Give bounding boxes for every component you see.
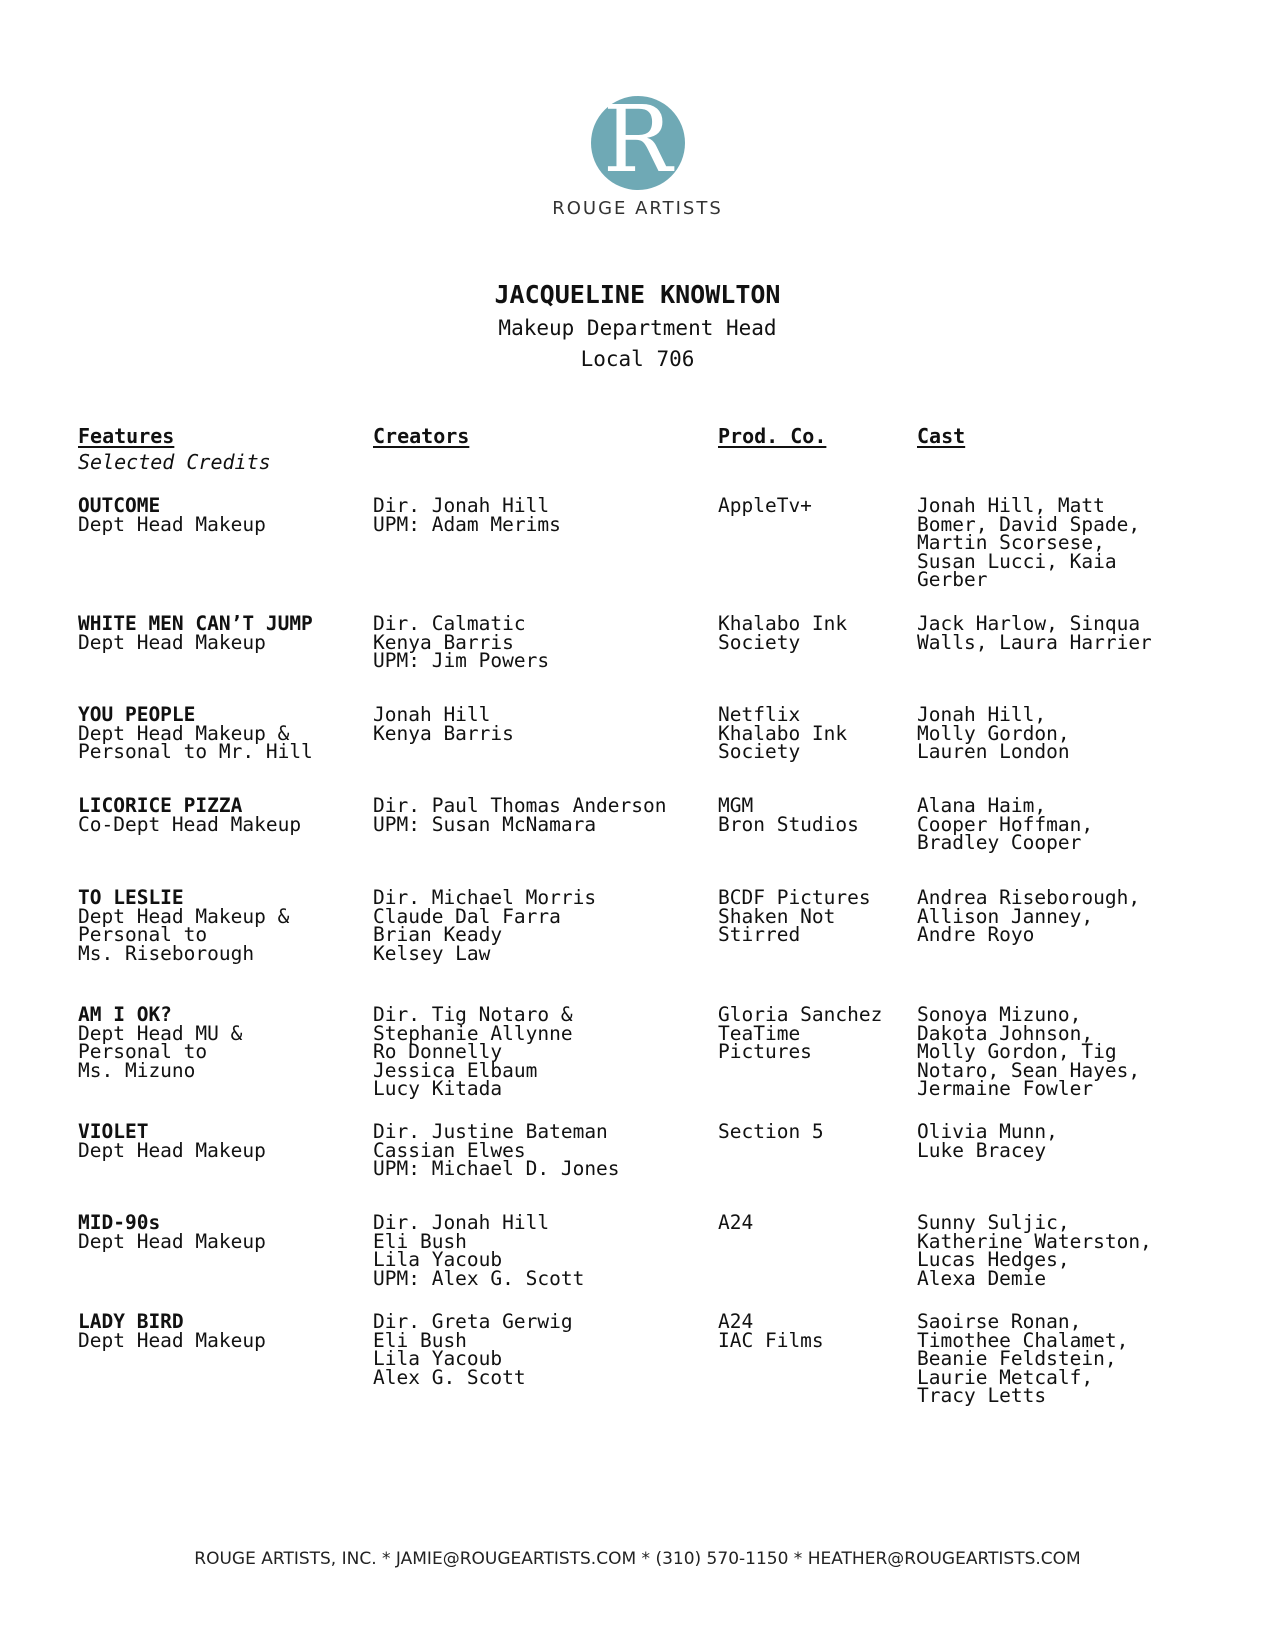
credit-cast: Walls, Laura Harrier	[917, 630, 1152, 654]
credit-role: Ms. Mizuno	[78, 1058, 196, 1082]
credit-cast-cell	[917, 1211, 1152, 1290]
column-header-creators: Creators	[373, 424, 470, 448]
credit-creators-cell	[373, 1003, 573, 1101]
credit-cast: Jonah Hill, Matt	[917, 494, 1105, 517]
credit-role: Dept Head Makeup	[78, 1229, 266, 1253]
credit-creators-cell	[373, 612, 550, 673]
credit-role: Ms. Riseborough	[78, 941, 255, 965]
credit-title: OUTCOME	[78, 494, 161, 517]
credit-prodco-cell	[718, 1211, 754, 1234]
credit-cast-cell	[917, 886, 1141, 947]
credit-cast: Sunny Suljic,	[917, 1211, 1070, 1234]
credit-creator: Dir. Tig Notaro &	[373, 1003, 573, 1026]
credit-feature-cell	[78, 1003, 243, 1082]
credit-role: Dept Head Makeup	[78, 512, 266, 536]
credit-cast: Bradley Cooper	[917, 831, 1082, 855]
column-header-prodco: Prod. Co.	[718, 424, 827, 448]
credit-cast-cell	[917, 1120, 1058, 1162]
credit-cast-cell	[917, 1003, 1141, 1101]
selected-credits-label: Selected Credits	[78, 450, 271, 474]
credit-cast: Lucas Hedges,	[917, 1248, 1070, 1272]
credit-prodco: Society	[718, 740, 801, 764]
credit-prodco-cell	[718, 886, 871, 947]
credit-prodco: Section 5	[718, 1120, 824, 1143]
credit-feature-cell	[78, 794, 302, 836]
credit-prodco: BCDF Pictures	[718, 886, 871, 909]
credit-cast-cell	[917, 794, 1094, 855]
credit-cast: Martin Scorsese,	[917, 531, 1105, 555]
credit-cast: Notaro, Sean Hayes,	[917, 1058, 1141, 1082]
credit-creators-cell	[373, 1211, 585, 1290]
credit-cast: Laurie Metcalf,	[917, 1365, 1094, 1389]
credit-feature-cell	[78, 1310, 266, 1352]
credit-cast: Luke Bracey	[917, 1138, 1047, 1162]
credit-cast: Katherine Waterston,	[917, 1229, 1152, 1253]
credit-prodco: Khalabo Ink	[718, 612, 848, 635]
credit-creator: Kenya Barris	[373, 630, 514, 654]
credit-title: WHITE MEN CAN’T JUMP	[78, 612, 313, 635]
credit-creator: Dir. Jonah Hill	[373, 494, 550, 517]
credit-creator: UPM: Michael D. Jones	[373, 1157, 620, 1181]
credit-creator: UPM: Susan McNamara	[373, 812, 597, 836]
logo-badge	[591, 86, 685, 193]
credit-creator: Dir. Greta Gerwig	[373, 1310, 573, 1333]
credit-prodco: A24	[718, 1211, 754, 1234]
credit-creator: Alex G. Scott	[373, 1365, 526, 1389]
credit-creator: Lila Yacoub	[373, 1347, 503, 1371]
credit-creators-cell	[373, 794, 667, 836]
credit-creator: UPM: Jim Powers	[373, 649, 550, 673]
credit-cast: Dakota Johnson,	[917, 1021, 1094, 1045]
credit-feature-cell	[78, 494, 266, 536]
credit-creator: UPM: Adam Merims	[373, 512, 561, 536]
credit-creator: Dir. Justine Bateman	[373, 1120, 608, 1143]
credit-title: YOU PEOPLE	[78, 703, 196, 726]
credit-prodco: Gloria Sanchez	[718, 1003, 883, 1026]
credit-role: Co-Dept Head Makeup	[78, 812, 302, 836]
credit-cast-cell	[917, 612, 1152, 654]
credit-creators-cell	[373, 1120, 620, 1181]
credit-prodco-cell	[718, 1120, 824, 1143]
credit-creator: Kenya Barris	[373, 721, 514, 745]
credit-prodco: IAC Films	[718, 1328, 824, 1352]
credit-cast: Jack Harlow, Sinqua	[917, 612, 1141, 635]
credit-cast: Alana Haim,	[917, 794, 1047, 817]
credit-prodco-cell	[718, 1003, 883, 1064]
credit-cast: Jermaine Fowler	[917, 1077, 1094, 1101]
artist-name: JACQUELINE KNOWLTON	[494, 280, 781, 309]
credit-prodco: Society	[718, 630, 801, 654]
credit-creator: Claude Dal Farra	[373, 904, 561, 928]
credit-prodco-cell	[718, 612, 848, 654]
credit-cast: Timothee Chalamet,	[917, 1328, 1129, 1352]
credit-cast: Gerber	[917, 568, 988, 592]
agency-contact-footer: ROUGE ARTISTS, INC. * JAMIE@ROUGEARTISTS.COM * (310) 570-1150 * HEATHER@ROUGEARTISTS.COM	[194, 1549, 1081, 1569]
logo-wordmark: ROUGE ARTISTS	[552, 198, 723, 219]
credit-title: MID-90s	[78, 1211, 161, 1234]
column-header-features: Features	[78, 424, 175, 448]
credit-role: Dept Head Makeup	[78, 630, 266, 654]
credit-prodco-cell	[718, 794, 859, 836]
logo-letter: R	[602, 86, 673, 193]
credit-prodco: AppleTv+	[718, 494, 812, 517]
credit-role: Dept Head MU &	[78, 1021, 243, 1045]
credit-role: Personal to	[78, 1040, 208, 1064]
credit-creator: Jonah Hill	[373, 703, 491, 726]
credit-role: Dept Head Makeup	[78, 1328, 266, 1352]
credit-creators-cell	[373, 494, 561, 536]
credit-prodco-cell	[718, 703, 848, 764]
credit-cast: Alexa Demie	[917, 1266, 1047, 1290]
credit-creator: Eli Bush	[373, 1328, 467, 1352]
credit-creator: Jessica Elbaum	[373, 1058, 538, 1082]
credit-cast: Lauren London	[917, 740, 1070, 764]
credit-creators-cell	[373, 886, 597, 965]
credit-creator: Dir. Paul Thomas Anderson	[373, 794, 667, 817]
credit-role: Dept Head Makeup &	[78, 721, 290, 745]
credit-title: TO LESLIE	[78, 886, 184, 909]
credit-cast: Bomer, David Spade,	[917, 512, 1141, 536]
credit-cast-cell	[917, 1310, 1129, 1408]
credit-cast: Andrea Riseborough,	[917, 886, 1141, 909]
credit-prodco-cell	[718, 1310, 824, 1352]
credit-title: VIOLET	[78, 1120, 149, 1143]
credit-prodco: Bron Studios	[718, 812, 859, 836]
credit-creator: Stephanie Allynne	[373, 1021, 573, 1045]
credit-cast: Susan Lucci, Kaia	[917, 549, 1117, 573]
credit-prodco-cell	[718, 494, 812, 517]
credit-cast: Andre Royo	[917, 923, 1035, 947]
credit-title: LADY BIRD	[78, 1310, 184, 1333]
credit-cast: Molly Gordon, Tig	[917, 1040, 1117, 1064]
credit-cast: Sonoya Mizuno,	[917, 1003, 1082, 1026]
credit-prodco: Khalabo Ink	[718, 721, 848, 745]
credit-creator: UPM: Alex G. Scott	[373, 1266, 585, 1290]
credit-cast: Olivia Munn,	[917, 1120, 1058, 1143]
union-local: Local 706	[580, 347, 695, 371]
credit-prodco: Pictures	[718, 1040, 812, 1064]
credit-cast: Tracy Letts	[917, 1384, 1047, 1408]
credit-creator: Lucy Kitada	[373, 1077, 503, 1101]
credit-title: LICORICE PIZZA	[78, 794, 243, 817]
credit-creator: Eli Bush	[373, 1229, 467, 1253]
credit-feature-cell	[78, 612, 313, 654]
credit-cast: Beanie Feldstein,	[917, 1347, 1117, 1371]
credit-cast-cell	[917, 494, 1141, 592]
credit-role: Personal to	[78, 923, 208, 947]
credit-feature-cell	[78, 886, 290, 965]
agency-logo	[0, 86, 1275, 219]
credit-prodco: TeaTime	[718, 1021, 801, 1045]
credit-creator: Lila Yacoub	[373, 1248, 503, 1272]
credit-feature-cell	[78, 1211, 266, 1253]
credit-prodco: A24	[718, 1310, 754, 1333]
credit-role: Personal to Mr. Hill	[78, 740, 313, 764]
credit-creator: Brian Keady	[373, 923, 503, 947]
credit-creator: Cassian Elwes	[373, 1138, 526, 1162]
credit-cast: Jonah Hill,	[917, 703, 1047, 726]
credit-prodco: MGM	[718, 794, 754, 817]
credit-creator: Kelsey Law	[373, 941, 491, 965]
credit-creators-cell	[373, 1310, 573, 1389]
column-header-cast: Cast	[917, 424, 966, 448]
credit-prodco: Netflix	[718, 703, 801, 726]
credit-prodco: Stirred	[718, 923, 801, 947]
artist-title: Makeup Department Head	[498, 316, 777, 340]
credit-creator: Dir. Calmatic	[373, 612, 526, 635]
credit-cast: Molly Gordon,	[917, 721, 1070, 745]
credit-creator: Dir. Jonah Hill	[373, 1211, 550, 1234]
credit-role: Dept Head Makeup &	[78, 904, 290, 928]
credit-feature-cell	[78, 703, 313, 764]
credit-cast: Saoirse Ronan,	[917, 1310, 1082, 1333]
credit-cast: Allison Janney,	[917, 904, 1094, 928]
credit-title: AM I OK?	[78, 1003, 172, 1026]
credit-creator: Ro Donnelly	[373, 1040, 503, 1064]
credit-role: Dept Head Makeup	[78, 1138, 266, 1162]
credit-creator: Dir. Michael Morris	[373, 886, 597, 909]
resume-header	[0, 280, 1275, 375]
credit-prodco: Shaken Not	[718, 904, 836, 928]
credit-cast: Cooper Hoffman,	[917, 812, 1094, 836]
credit-feature-cell	[78, 1120, 266, 1162]
credit-cast-cell	[917, 703, 1070, 764]
credit-creators-cell	[373, 703, 514, 745]
